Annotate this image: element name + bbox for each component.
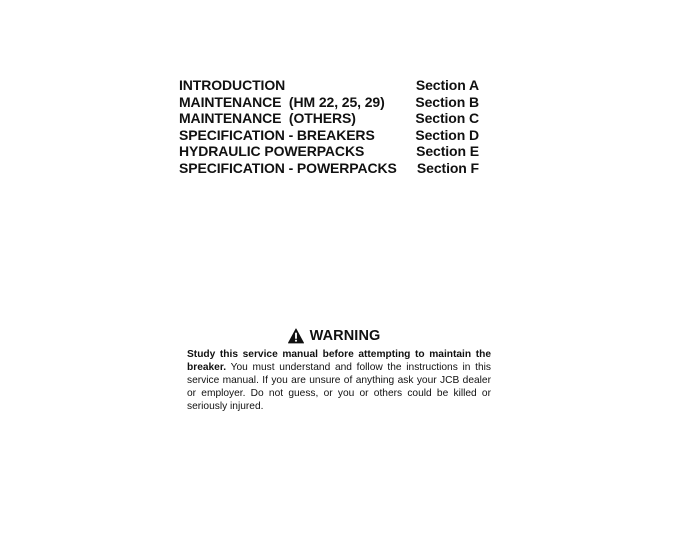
toc-title: SPECIFICATION - POWERPACKS <box>179 159 397 176</box>
warning-body-text: You must understand and follow the instructions in this service manual. If you are unsure of anything ask your JCB dealer or employer. Do not guess, or you or others could be killed or seriously injured. <box>187 362 491 412</box>
warning-triangle-icon <box>288 328 304 344</box>
toc-row-hydraulic-powerpacks[interactable] <box>179 143 479 160</box>
toc-section: Section D <box>415 126 479 143</box>
toc-title: MAINTENANCE (OTHERS) <box>179 110 356 127</box>
table-of-contents <box>179 77 479 177</box>
toc-row-maintenance-others[interactable] <box>179 110 479 127</box>
toc-section: Section A <box>415 77 479 93</box>
toc-section: Section E <box>416 143 479 160</box>
toc-section: Section B <box>415 93 479 110</box>
toc-row-specification-powerpacks[interactable] <box>179 160 479 177</box>
toc-section: Section F <box>416 159 479 176</box>
toc-title: MAINTENANCE (HM 22, 25, 29) <box>179 93 385 110</box>
warning-notice <box>187 326 491 413</box>
toc-title: SPECIFICATION - BREAKERS <box>179 126 375 143</box>
warning-body <box>187 348 491 413</box>
warning-body-emphasis: Study this service manual before attempting to maintain the breaker. <box>187 349 491 373</box>
toc-section: Section C <box>415 110 479 127</box>
toc-title: HYDRAULIC POWERPACKS <box>179 143 365 160</box>
toc-title: INTRODUCTION <box>179 77 286 93</box>
toc-row-specification-breakers[interactable] <box>179 127 479 144</box>
warning-header <box>177 326 491 346</box>
warning-title: WARNING <box>309 328 381 344</box>
toc-row-maintenance-hm[interactable] <box>179 94 479 111</box>
toc-row-introduction[interactable] <box>179 77 479 94</box>
